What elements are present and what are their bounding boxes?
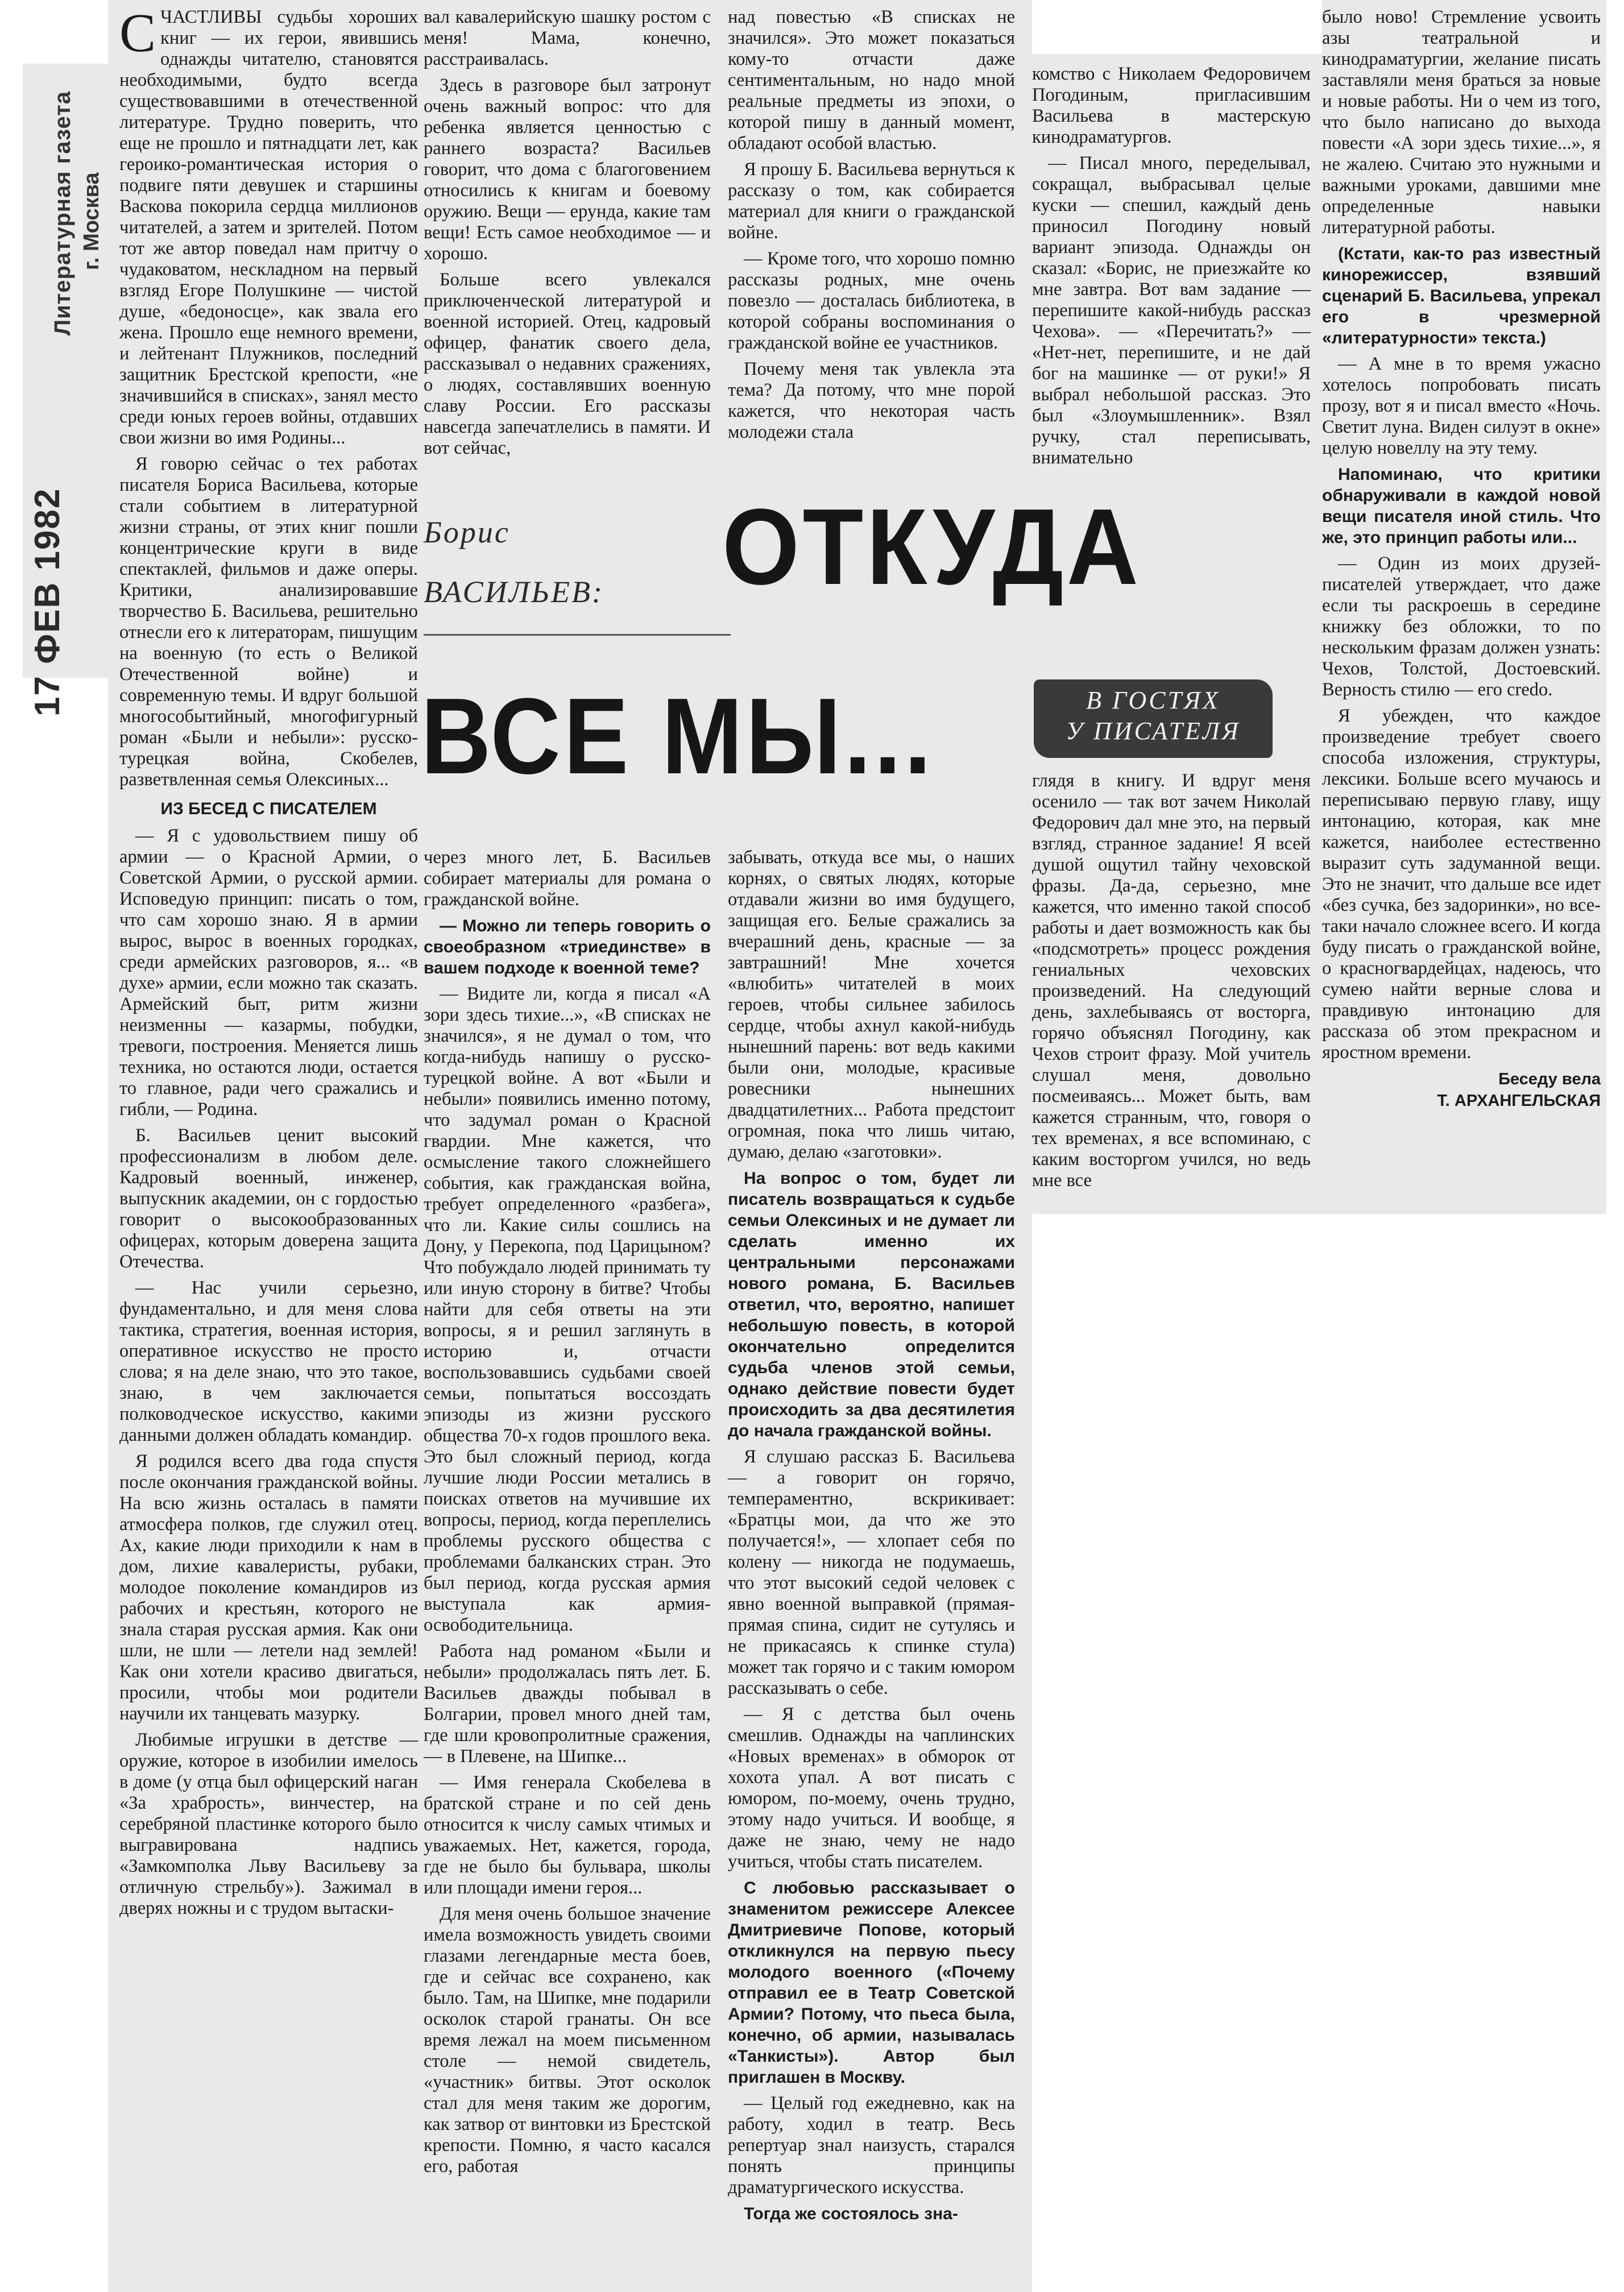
paragraph: Напоминаю, что критики обнаруживали в каждой новой вещи писателя иной стиль. Что же, это принцип работы или...	[1322, 465, 1601, 547]
article-column-5	[1322, 7, 1601, 1112]
paragraph: — Один из моих друзей-писателей утверждает, что даже если ты раскроешь в середине книжку без обложки, то по нескольким фразам должен узнать: Чехов, Толстой, Достоевский. Верность стилю — его credo.	[1322, 553, 1601, 700]
paragraph: — А мне в то время ужасно хотелось попробовать писать прозу, вот я и писал вместо «Ночь. Светит луна. Виден силуэт в окне» целую новеллу на эту тему.	[1322, 354, 1601, 458]
paragraph: Я прошу Б. Васильева вернуться к рассказу о том, как собирается материал для книги о гражданской войне.	[728, 159, 1015, 243]
paragraph: — Писал много, переделывал, сокращал, выбрасывал целые куски — спешил, каждый день приносил Погодину новый вариант эпизода. Однажды он сказал: «Борис, не приезжайте ко мне завтра. Вот вам задание — перепишите какой-нибудь рассказ Чехова». — «Перечитать?» — «Нет-нет, перепишите, и не дай бог на машинке — от руки!» Я выбрал небольшой рассказ. Это был «Злоумышленник». Взял ручку, стал переписывать, внимательно	[1032, 153, 1311, 468]
byline-label: Беседу вела	[1498, 1070, 1601, 1088]
drop-cap: С	[119, 2, 156, 63]
author-last-name: ВАСИЛЬЕВ:	[424, 575, 604, 609]
lead-text: ЧАСТЛИВЫ судьбы хороших книг — их герои, явившись однажды читателю, становятся необходимыми, будто всегда существовавшими в отечественной литературе. Трудно поверить, что еще не прошло и пятнадцати лет, как героико-романтическая история о подвиге пяти девушек и старшины Васкова покорила сердца миллионов читателей, а затем и зрителей. Потом тот же автор поведал нам притчу о чудаковатом, нескладном на первый взгляд Егоре Полушкине — чистой душе, «бедоносце», как звала его жена. Прошло еще немного времени, и лейтенант Плужников, последний защитник Брестской крепости, «не значившийся в списках», занял место среди юных героев войны, отдавших свои жизни во имя Родины...	[119, 7, 418, 448]
paragraph: комство с Николаем Федоровичем Погодиным, пригласившим Васильева в мастерскую кинодраматургов.	[1032, 64, 1311, 147]
article-column-4-top	[1032, 64, 1311, 474]
issue-date-stamp: 17 ФЕВ 1982	[28, 487, 67, 716]
rubric-line-1: В ГОСТЯХ	[1086, 686, 1220, 714]
interview-question: — Можно ли теперь говорить о своеобразном «триединстве» в вашем подходе к военной теме?	[424, 917, 711, 977]
rubric-badge	[1034, 679, 1273, 758]
paragraph: вал кавалерийскую шашку ростом с меня! Мама, конечно, расстраивалась.	[424, 7, 711, 69]
paragraph: — Я с удовольствием пишу об армии — о Красной Армии, о Советской Армии, о русской армии. Исповедую принцип: писать о том, что сам хорошо знаю. Я в армии вырос, вырос в военных городках, среди армейских разговоров, я... «в духе» армии, если можно так сказать. Армейский быт, ритм жизни неизменны — казармы, побудки, тревоги, построения. Меняется лишь техника, но остаются люди, остается то главное, ради чего сражались и гибли, — Родина.	[119, 826, 418, 1120]
paragraph: — Я с детства был очень смешлив. Однажды на чаплинских «Новых временах» в обморок от хохота упал. А вот писать с юмором, по-моему, очень трудно, этому надо учиться. И вообще, я даже не знаю, чему не надо учиться, чтобы стать писателем.	[728, 1704, 1015, 1872]
paragraph: — Кроме того, что хорошо помню рассказы родных, мне очень повезло — досталась библиотека, в которой собраны воспоминания о гражданской войне ее участников.	[728, 248, 1015, 353]
headline-rule	[424, 634, 731, 636]
byline-name: Т. АРХАНГЕЛЬСКАЯ	[1437, 1092, 1601, 1110]
headline-line-2: ВСЕ МЫ...	[421, 676, 935, 797]
paragraph: — Нас учили серьезно, фундаментально, и для меня слова тактика, стратегия, военная история, оперативное искусство не просто слова; я на деле знаю, что это такое, знаю, в чем заключается полководческое искусство, какими данными должен обладать командир.	[119, 1278, 418, 1445]
paragraph: — Видите ли, когда я писал «А зори здесь тихие...», «В списках не значился», я не думал о том, что когда-нибудь напишу о русско-турецкой войне. А вот «Были и небыли» появились именно потому, что задумал роман о Красной гвардии. Мне кажется, что осмысление такого сложнейшего события, как гражданская война, требует определенного «разбега», что ли. Какие силы сошлись на Дону, у Перекопа, под Царицыном? Что побуждало людей принимать ту или иную сторону в битве? Чтобы найти для себя ответы на эти вопросы, я и решил заглянуть в историю и, отчасти воспользовавшись судьбами своей семьи, попытаться воссоздать эпизоды из жизни русского общества 70-х годов прошлого века. Это был сложный период, когда лучшие люди России метались в поисках ответов на мучившие их вопросы, период, когда переплелись проблемы русского общества с проблемами балканских стран. Это был период, когда русская армия выступала как армия-освободительница.	[424, 984, 711, 1635]
paragraph: Тогда же состоялось зна-	[744, 2204, 958, 2223]
paragraph: Больше всего увлекался приключенческой литературой и военной историей. Отец, кадровый офицер, фанатик своего дела, рассказывал о недавних сражениях, о людях, составлявших военную славу России. Его рассказы навсегда запечатлелись в памяти. И вот сейчас,	[424, 270, 711, 458]
newspaper-city: г. Москва	[80, 172, 103, 270]
paragraph: Работа над романом «Были и небыли» продолжалась пять лет. Б. Васильев дважды побывал в Болгарии, провел много дней там, где шли кровопролитные сражения, — в Плевене, на Шипке...	[424, 1641, 711, 1767]
paragraph: С любовью рассказывает о знаменитом режиссере Алексее Дмитриевиче Попове, который откликнулся на первую пьесу молодого военного («Почему отправил ее в Театр Советской Армии? Потому, что пьеса была, конечно, об армии, называлась «Танкисты»). Автор был приглашен в Москву.	[728, 1879, 1015, 2087]
newspaper-name: Литературная газета	[50, 90, 75, 335]
author-first-name: Борис	[424, 515, 510, 549]
paragraph: — Целый год ежедневно, как на работу, ходил в театр. Весь репертуар знал наизусть, старался понять принципы драматургического искусства.	[728, 2093, 1015, 2198]
article-column-2-bottom	[424, 847, 711, 2182]
article-column-2-top	[424, 7, 711, 464]
paragraph: На вопрос о том, будет ли писатель возвращаться к судьбе семьи Олексиных и не думает ли сделать именно их центральными персонажами нового романа, Б. Васильев ответил, что, вероятно, напишет небольшую повесть, в которой окончательно определится судьба членов этой семьи, однако действие повести будет происходить за два десятилетия до начала гражданской войны.	[728, 1169, 1015, 1440]
article-column-1	[119, 2, 418, 1924]
paragraph: Для меня очень большое значение имела возможность увидеть своими глазами легендарные места боев, где и сейчас все сохранено, как было. Там, на Шипке, мне подарили осколок старой гранаты. Он все время лежал на моем письменном столе — немой свидетель, «участник» битвы. Этот осколок стал для меня таким же дорогим, как затвор от винтовки из Брестской крепости. Помню, я часто касался его, работая	[424, 1904, 711, 2177]
paragraph: Б. Васильев ценит высокий профессионализм в любом деле. Кадровый военный, инженер, выпускник академии, он с гордостью говорит о высокообразованных офицерах, которым доверена защита Отечества.	[119, 1125, 418, 1272]
headline-line-1: ОТКУДА	[722, 487, 1142, 607]
paragraph: забывать, откуда все мы, о наших корнях, о святых людях, которые отдавали жизни во имя будущего, защищая его. Белые сражались за вчерашний день, красные — за завтрашний! Мне хочется «влюбить» читателей в моих героев, чтобы сильнее забилось сердце, чтобы ахнул какой-нибудь нынешний парень: вот ведь какими были они, молодые, красивые ровесники нынешних двадцатилетних... Работа предстоит огромная, пока что лишь читаю, думаю, делаю «заготовки».	[728, 847, 1015, 1162]
paragraph: было ново! Стремление усвоить азы театральной и кинодраматургии, желание писать заставляли меня браться за новые и новые работы. Ни о чем из того, что было написано до выхода повести «А зори здесь тихие...», я не жалею. Считаю это нужными и важными уроками, давшими мне определенные навыки литературной работы.	[1322, 7, 1601, 238]
paragraph: — Имя генерала Скобелева в братской стране и по сей день относится к числу самых чтимых и уважаемых. Нет, кажется, города, где не было бы бульвара, школы или площади имени героя...	[424, 1772, 711, 1898]
article-column-3-top	[728, 7, 1015, 448]
editor-note: (Кстати, как-то раз известный кинорежиссер, взявший сценарий Б. Васильева, упрекал его в чрезмерной «литературности» текста.)	[1322, 244, 1601, 347]
paragraph: Почему меня так увлекла эта тема? Да потому, что мне порой кажется, что некоторая часть молодежи стала	[728, 359, 1015, 442]
rubric-line-2: У ПИСАТЕЛЯ	[1066, 717, 1241, 745]
paragraph: глядя в книгу. И вдруг меня осенило — так вот зачем Николай Федорович дал мне это, на первый взгляд, странное задание! Я всей душой ощутил тайну чеховской фразы. Да-да, серьезно, мне кажется, что именно такой способ работы и дает возможность как бы «подсмотреть» процесс рождения гениальных чеховских произведений. На следующий день, захлебываясь от восторга, горячо объяснял Погодину, как Чехов строит фразу. Мой учитель слушал меня, довольно посмеиваясь... Может быть, вам кажется странным, что, говоря о тех временах, я все вспоминаю, с каким восторгом учился, но ведь мне все	[1032, 770, 1311, 1191]
paragraph: Я слушаю рассказ Б. Васильева — а говорит он горячо, темпераментно, вскрикивает: «Братцы мои, да что же это получается!», — хлопает себя по колену — никогда не подумаешь, что этот высокий седой человек с явно военной выправкой (прямая-прямая спина, сидит не сутулясь и не прикасаясь к спинке стула) может так горячо и с таким юмором рассказывать о себе.	[728, 1447, 1015, 1698]
paragraph: над повестью «В списках не значился». Это может показаться кому-то отчасти даже сентиментальным, но надо мной реальные предметы из эпохи, о которой пишу в данный момент, обладают особой властью.	[728, 7, 1015, 154]
section-subheading: ИЗ БЕСЕД С ПИСАТЕЛЕМ	[160, 799, 377, 818]
article-column-3-bottom	[728, 847, 1015, 2229]
paragraph: Я убежден, что каждое произведение требует своего способа изложения, структуры, лексики. Больше всего мучаюсь и переписываю первую главу, ищу интонацию, которая, как мне кажется, наиболее естественно выразит суть задуманной вещи. Это не значит, что дальше все идет «без сучка, без задоринки», но все-таки начало сложнее всего. И когда буду писать о гражданской войне, о красногвардейцах, надеюсь, что сумею найти верные слова и правдивую интонацию для рассказа об этом прекрасном и яростном времени.	[1322, 706, 1601, 1063]
paragraph: Здесь в разговоре был затронут очень важный вопрос: что для ребенка является ценностью с раннего возраста? Васильев говорит, что дома с благоговением относились к книгам и боевому оружию. Вещи — ерунда, какие там вещи! Есть самое необходимое — и хорошо.	[424, 75, 711, 264]
article-column-4-bottom	[1032, 770, 1311, 1196]
paragraph: Любимые игрушки в детстве — оружие, которое в изобилии имелось в доме (у отца был офицерский наган «За храбрость», винчестер, на серебряной пластинке которого было выгравирована надпись «Замкомполка Льву Васильеву за отличную стрельбу»). Зажимал в дверях ножны и с трудом вытаски-	[119, 1730, 418, 1918]
paragraph: Я говорю сейчас о тех работах писателя Бориса Васильева, которые стали событием в литературной жизни страны, от этих книг пошли концентрические круги в виде спектаклей, фильмов и даже оперы. Критики, анализировавшие творчество Б. Васильева, решительно отнесли его к литераторам, пишущим на военную (то есть о Великой Отечественной войне) и современную темы. И вдруг большой многособытийный, многофигурный роман «Были и небыли»: русско-турецкая война, Скобелев, разветвленная семья Олексиных...	[119, 454, 418, 790]
article-lead	[119, 2, 418, 449]
paragraph: через много лет, Б. Васильев собирает материалы для романа о гражданской войне.	[424, 847, 711, 910]
paragraph: Я родился всего два года спустя после окончания гражданской войны. На всю жизнь осталась в памяти атмосфера полков, где служил отец. Ах, какие люди приходили к нам в дом, лихие кавалеристы, рубаки, молодое поколение командиров из рабочих и крестьян, которого не знала старая русская армия. Как они шли, не шли — летели над землей! Как они хотели красиво двигаться, просили, чтобы мои родители научили их танцевать мазурку.	[119, 1451, 418, 1724]
